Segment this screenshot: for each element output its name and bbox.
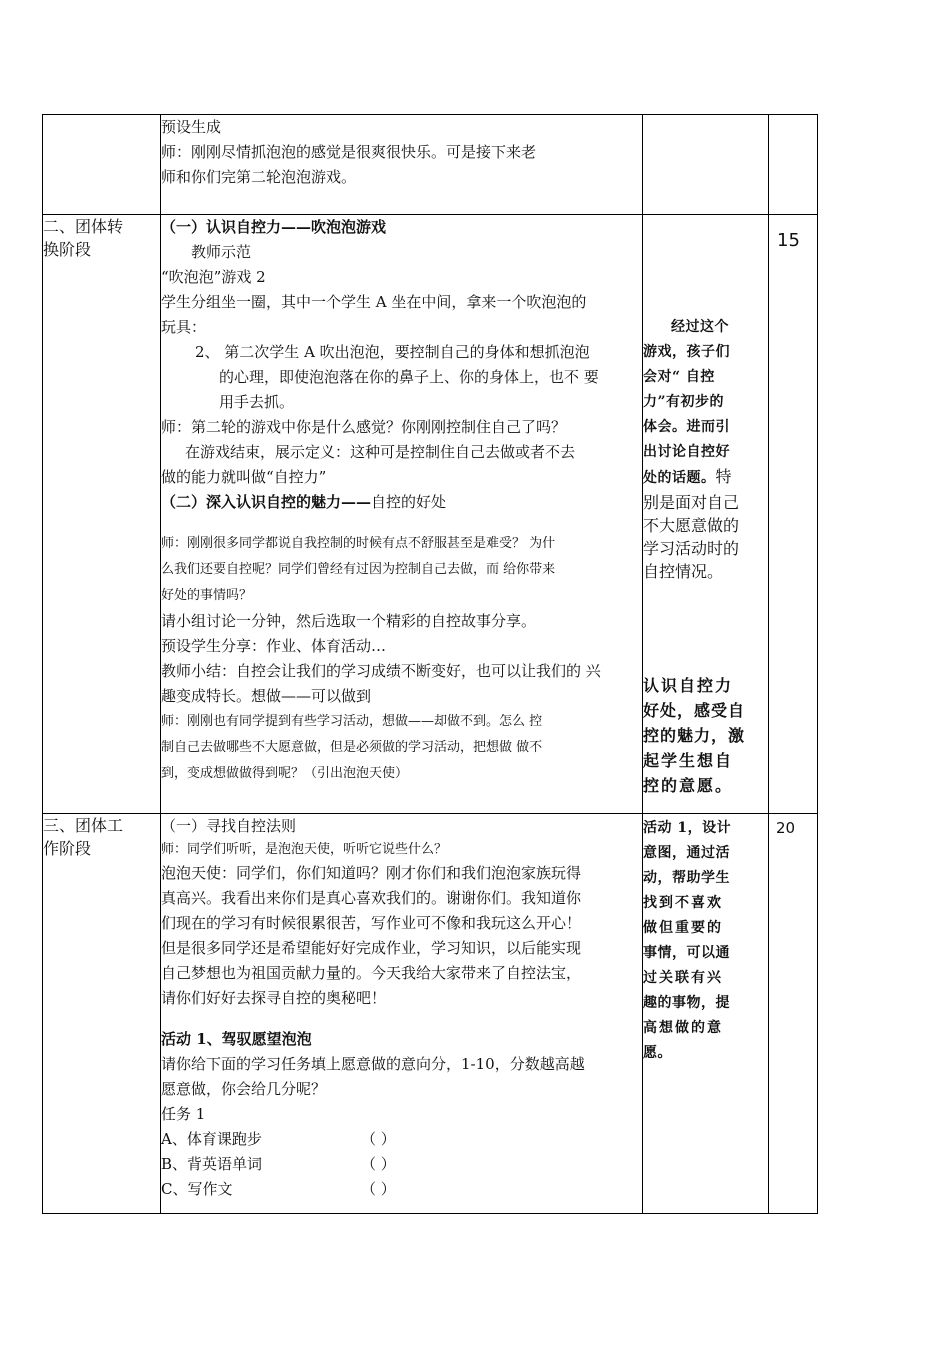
content-cell-preset: [161, 115, 643, 215]
note-line: 体会。进而引: [643, 419, 730, 435]
note-line-mixed: [643, 465, 768, 491]
note-line: 愿。: [643, 1045, 672, 1061]
note-line: 事情，可以通: [643, 945, 730, 961]
task-option-row: [161, 1177, 642, 1202]
note-cell-transition: [643, 215, 769, 814]
text-line: 教师示范: [191, 243, 252, 261]
note-line: 不大愿意做的: [643, 516, 740, 535]
note-line: 别是面对自己: [643, 493, 740, 512]
lesson-plan-table: [42, 114, 818, 1214]
note-normal-part: 特: [715, 467, 733, 486]
note-line: 会对“ 自控: [643, 369, 715, 385]
text-line: 泡泡天使：同学们，你们知道吗？刚才你们和我们泡泡家族玩得: [161, 864, 582, 882]
table-row-transition: [43, 215, 818, 814]
content-cell-transition: [161, 215, 643, 814]
note-cell-work: [643, 814, 769, 1214]
text-line: 们现在的学习有时候很累很苦，写作业可不像和我玩这么开心！: [161, 914, 582, 932]
text-line: “吹泡泡”游戏 2: [161, 268, 266, 286]
stage-cell-work: [43, 814, 161, 1214]
text-line: 真高兴。我看出来你们是真心喜欢我们的。谢谢你们。我知道你: [161, 889, 582, 907]
note-line: 找到不喜欢: [643, 895, 723, 911]
task-option-row: [161, 1152, 642, 1177]
note-line-bold: 认识自控力: [643, 676, 734, 695]
heading-bold-part: （二）深入认识自控的魅力——: [161, 493, 372, 511]
activity-heading: 活动 1、驾驭愿望泡泡: [161, 1030, 312, 1048]
stage-cell-transition: [43, 215, 161, 814]
text-line: 到，变成想做做得到呢？（引出泡泡天使）: [161, 766, 409, 781]
content-cell-work: [161, 814, 643, 1214]
task-option-row: [161, 1127, 642, 1152]
text-line: 制自己去做哪些不大愿意做，但是必须做的学习活动，把想做 做不: [161, 740, 543, 755]
text-line: 愿意做，你会给几分呢？: [161, 1080, 327, 1098]
table-row-preset: [43, 115, 818, 215]
task-option-label: C、写作文: [161, 1180, 233, 1198]
text-line: 学生分组坐一圈，其中一个学生 A 坐在中间，拿来一个吹泡泡的: [161, 293, 587, 311]
text-line: 做的能力就叫做“自控力”: [161, 468, 327, 486]
score-blank: （ ）: [361, 1180, 396, 1198]
note-line-bold: 控的魅力，激: [643, 726, 746, 745]
text-line: 的心理，即使泡泡落在你的鼻子上、你的身体上，也不 要: [219, 368, 599, 386]
table-row-work: [43, 814, 818, 1214]
note-line-bold: 起学生想自: [643, 751, 734, 770]
note-line-bold: 控的意愿。: [643, 776, 734, 795]
time-cell-empty: [769, 115, 818, 215]
note-line: 动，帮助学生: [643, 870, 730, 886]
note-line-bold: 好处，感受自: [643, 701, 746, 720]
stage-label: 三、团体工: [43, 816, 124, 835]
section-heading: （一）认识自控力——吹泡泡游戏: [161, 218, 387, 236]
text-line: 么我们还要自控呢？同学们曾经有过因为控制自己去做，而 给你带来: [161, 562, 556, 577]
note-line: 力”有初步的: [643, 394, 725, 410]
task-option-label: A、体育课跑步: [161, 1130, 262, 1148]
text-line: 师和你们完第二轮泡泡游戏。: [161, 168, 357, 186]
text-line: 任务 1: [161, 1105, 206, 1123]
note-line: 出讨论自控好: [643, 444, 730, 460]
text-line: 师：刚刚尽情抓泡泡的感觉是很爽很快乐。可是接下来老: [161, 143, 537, 161]
note-line: 游戏，孩子们: [643, 344, 730, 360]
text-line: 教师小结：自控会让我们的学习成绩不断变好，也可以让我们的 兴: [161, 662, 601, 680]
note-line: 自控情况。: [643, 562, 724, 581]
stage-label: 作阶段: [43, 839, 92, 858]
note-line: 过关联有兴: [643, 970, 723, 986]
time-cell-work: [769, 814, 818, 1214]
text-line: 师：刚刚很多同学都说自我控制的时候有点不舒服甚至是难受？ 为什: [161, 536, 556, 551]
stage-label: 换阶段: [43, 240, 92, 259]
text-line: 预设学生分享：作业、体育活动…: [161, 637, 387, 655]
time-value: 20: [776, 819, 796, 837]
text-line: 预设生成: [161, 118, 222, 136]
note-hw-part: 处的话题。: [643, 470, 716, 486]
text-line: 趣变成特长。想做——可以做到: [161, 687, 372, 705]
note-line: 做但重要的: [643, 920, 723, 936]
list-item: 2、 第二次学生 A 吹出泡泡，要控制自己的身体和想抓泡泡: [195, 343, 590, 361]
task-option-label: B、背英语单词: [161, 1155, 263, 1173]
text-line: 请你给下面的学习任务填上愿意做的意向分，1-10，分数越高越: [161, 1055, 585, 1073]
heading-normal-part: 自控的好处: [371, 493, 447, 511]
note-line: 学习活动时的: [643, 539, 740, 558]
stage-label: 二、团体转: [43, 217, 124, 236]
text-line: 自己梦想也为祖国贡献力量的。今天我给大家带来了自控法宝，: [161, 964, 582, 982]
note-cell-empty: [643, 115, 769, 215]
score-blank: （ ）: [361, 1155, 396, 1173]
score-blank: （ ）: [361, 1130, 396, 1148]
text-line: 在游戏结束，展示定义：这种可是控制住自己去做或者不去: [185, 443, 576, 461]
note-line: 高想做的意: [643, 1020, 723, 1036]
note-line: 经过这个: [671, 319, 729, 335]
text-line: 请你们好好去探寻自控的奥秘吧！: [161, 989, 387, 1007]
text-line: 师：第二轮的游戏中你是什么感觉？你刚刚控制住自己了吗？: [161, 418, 567, 436]
note-line: 意图，通过活: [643, 845, 730, 861]
note-line: 活动 1，设计: [643, 820, 732, 836]
note-line: 趣的事物，提: [643, 995, 730, 1011]
text-line: 好处的事情吗？: [161, 588, 253, 603]
time-cell-transition: [769, 215, 818, 814]
text-line: 但是很多同学还是希望能好好完成作业，学习知识，以后能实现: [161, 939, 582, 957]
text-line: 师：刚刚也有同学提到有些学习活动，想做——却做不到。怎么 控: [161, 714, 543, 729]
text-line: 师：同学们听听，是泡泡天使，听听它说些什么？: [161, 842, 448, 857]
text-line: 用手去抓。: [219, 393, 295, 411]
text-line: 请小组讨论一分钟，然后选取一个精彩的自控故事分享。: [161, 612, 537, 630]
section-heading-2: [161, 490, 642, 515]
section-heading: （一）寻找自控法则: [161, 817, 297, 835]
time-value: 15: [777, 230, 800, 251]
stage-cell-empty: [43, 115, 161, 215]
text-line: 玩具：: [161, 318, 207, 336]
